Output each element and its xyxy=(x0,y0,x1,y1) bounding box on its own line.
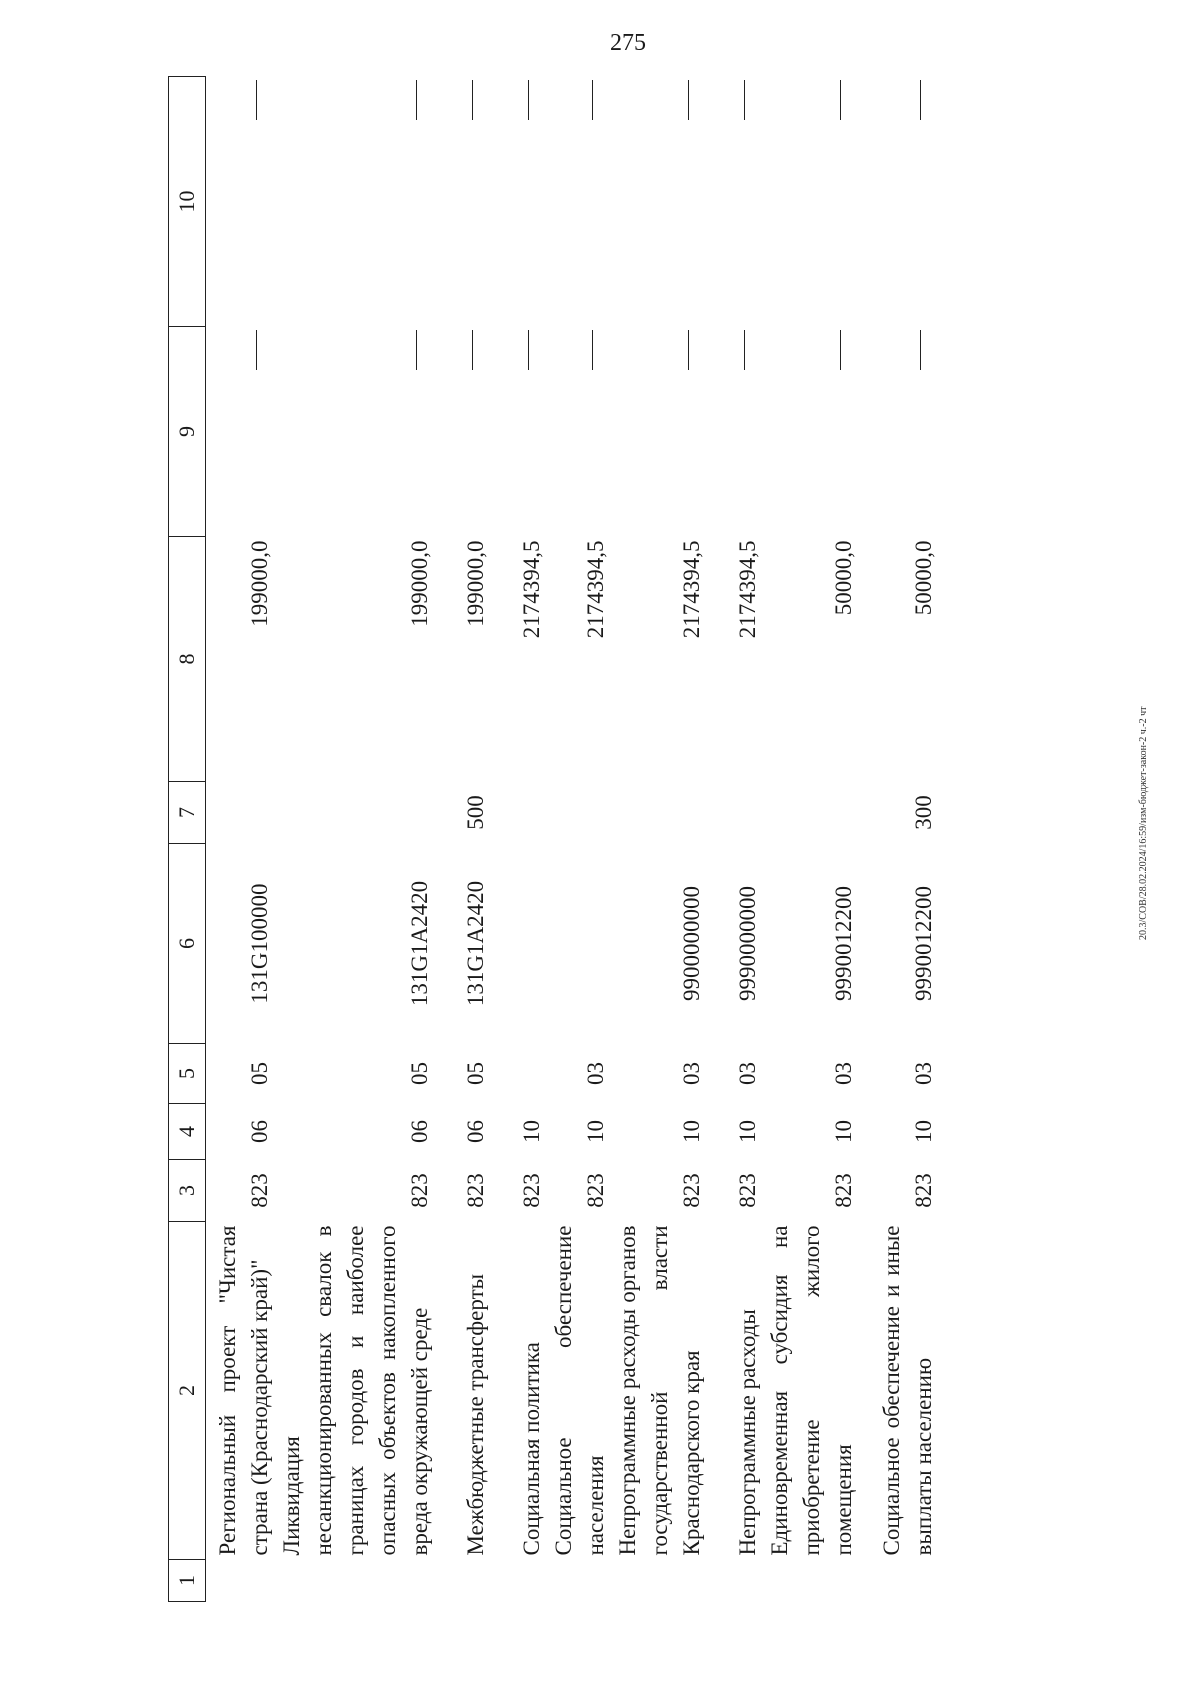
row-cell-col9 xyxy=(612,327,708,537)
dash-mark xyxy=(528,81,529,121)
row-name-cell: Социальное обеспечение и иные выплаты населению xyxy=(879,1225,936,1556)
table-row xyxy=(612,77,708,1602)
row-cell-col3: 823 xyxy=(831,1173,856,1208)
dash-mark xyxy=(744,331,745,371)
row-cell-col5: 03 xyxy=(679,1062,704,1085)
dash-mark xyxy=(592,331,593,371)
col-header-1: 1 xyxy=(169,1560,206,1602)
row-cell-col4: 10 xyxy=(911,1120,936,1143)
row-cell-col8: 2174394,5 xyxy=(519,540,544,639)
row-cell-col7 xyxy=(492,782,548,844)
dash-mark xyxy=(592,81,593,121)
col-header-6: 6 xyxy=(169,844,206,1044)
table-row xyxy=(436,77,492,1602)
row-name-cell: Региональный проект "Чистая страна (Краснодарский край)" xyxy=(215,1225,272,1556)
row-cell-col8: 199000,0 xyxy=(247,540,272,627)
col-header-4: 4 xyxy=(169,1104,206,1160)
row-name-cell: Социальная политика xyxy=(519,1342,544,1556)
row-cell-col10 xyxy=(436,77,492,327)
dash-mark xyxy=(416,81,417,121)
row-cell-col4: 06 xyxy=(407,1120,432,1143)
col-header-10: 10 xyxy=(169,77,206,327)
table-row xyxy=(708,77,764,1602)
dash-mark xyxy=(840,81,841,121)
row-name-cell: Межбюджетные трансферты xyxy=(463,1273,488,1556)
row-cell-col3: 823 xyxy=(407,1173,432,1208)
row-cell-col5 xyxy=(492,1044,548,1104)
table-row xyxy=(206,77,277,1602)
budget-table xyxy=(168,76,940,1602)
col-header-7: 7 xyxy=(169,782,206,844)
row-cell-col6: 9990012200 xyxy=(831,886,856,1001)
dash-mark xyxy=(840,331,841,371)
row-cell-col6 xyxy=(492,844,548,1044)
row-cell-col5: 05 xyxy=(247,1062,272,1085)
dash-mark xyxy=(920,331,921,371)
row-cell-col9 xyxy=(708,327,764,537)
row-cell-col7: 500 xyxy=(463,795,488,830)
row-cell-col5: 03 xyxy=(583,1062,608,1085)
row-cell-col4: 06 xyxy=(463,1120,488,1143)
row-cell-col6: 9990012200 xyxy=(911,886,936,1001)
row-cell-col10 xyxy=(548,77,612,327)
row-cell-col1 xyxy=(708,1560,764,1602)
row-cell-col3: 823 xyxy=(247,1173,272,1208)
row-cell-col3: 823 xyxy=(735,1173,760,1208)
row-cell-col9 xyxy=(548,327,612,537)
row-cell-col7 xyxy=(276,782,436,844)
table-body xyxy=(206,77,941,1602)
row-cell-col1 xyxy=(612,1560,708,1602)
row-cell-col1 xyxy=(860,1560,940,1602)
row-cell-col8: 199000,0 xyxy=(463,540,488,627)
row-cell-col9 xyxy=(492,327,548,537)
row-cell-col6 xyxy=(548,844,612,1044)
row-cell-col6: 131G1A2420 xyxy=(463,880,488,1007)
row-cell-col7 xyxy=(612,782,708,844)
table-row xyxy=(276,77,436,1602)
dash-mark xyxy=(256,81,257,121)
row-cell-col7 xyxy=(708,782,764,844)
row-name-cell: Непрограммные расходы xyxy=(735,1309,760,1556)
row-cell-col3: 823 xyxy=(911,1173,936,1208)
row-cell-col10 xyxy=(612,77,708,327)
row-cell-col10 xyxy=(492,77,548,327)
row-name-cell: Ликвидация несанкционированных свалок в границах городов и наиболее опасных объектов накопленного вреда окружающей среде xyxy=(279,1225,432,1556)
row-cell-col4: 10 xyxy=(679,1120,704,1143)
row-cell-col10 xyxy=(708,77,764,327)
row-cell-col5: 05 xyxy=(463,1062,488,1085)
row-cell-col7 xyxy=(206,782,277,844)
table-row xyxy=(860,77,940,1602)
row-cell-col6: 9900000000 xyxy=(679,886,704,1001)
row-cell-col9 xyxy=(206,327,277,537)
row-cell-col5: 03 xyxy=(735,1062,760,1085)
row-cell-col10 xyxy=(860,77,940,327)
row-cell-col3: 823 xyxy=(679,1173,704,1208)
row-name-cell: Единовременная субсидия на приобретение жилого помещения xyxy=(767,1225,856,1556)
table-row xyxy=(764,77,860,1602)
row-cell-col8: 199000,0 xyxy=(407,540,432,627)
row-cell-col4: 10 xyxy=(583,1120,608,1143)
dash-mark xyxy=(920,81,921,121)
row-cell-col4: 10 xyxy=(735,1120,760,1143)
row-cell-col1 xyxy=(276,1560,436,1602)
row-cell-col9 xyxy=(764,327,860,537)
col-header-9: 9 xyxy=(169,327,206,537)
row-cell-col9 xyxy=(860,327,940,537)
footer-code: 20.3/СОВ/28.02.2024/16:59/изм-бюджет-закон-2 ч.-2 чт xyxy=(1138,706,1149,940)
table-row xyxy=(492,77,548,1602)
row-cell-col4: 06 xyxy=(247,1120,272,1143)
row-name-cell: Социальное обеспечение населения xyxy=(551,1225,608,1556)
row-cell-col5: 03 xyxy=(831,1062,856,1085)
rotated-table-container xyxy=(168,77,1138,1602)
row-cell-col4: 10 xyxy=(519,1120,544,1143)
row-cell-col6: 9990000000 xyxy=(735,886,760,1001)
row-cell-col10 xyxy=(206,77,277,327)
row-cell-col8: 50000,0 xyxy=(831,540,856,616)
row-cell-col6: 131G1A2420 xyxy=(407,880,432,1007)
col-header-3: 3 xyxy=(169,1160,206,1222)
row-cell-col8: 50000,0 xyxy=(911,540,936,616)
row-cell-col3: 823 xyxy=(583,1173,608,1208)
row-name-cell: Непрограммные расходы органов государственной власти Краснодарского края xyxy=(615,1225,704,1556)
row-cell-col8: 2174394,5 xyxy=(583,540,608,639)
row-cell-col3: 823 xyxy=(463,1173,488,1208)
row-cell-col9 xyxy=(276,327,436,537)
dash-mark xyxy=(472,81,473,121)
row-cell-col1 xyxy=(206,1560,277,1602)
row-cell-col6: 131G100000 xyxy=(247,883,272,1004)
dash-mark xyxy=(472,331,473,371)
row-cell-col8: 2174394,5 xyxy=(679,540,704,639)
dash-mark xyxy=(688,331,689,371)
dash-mark xyxy=(744,81,745,121)
col-header-8: 8 xyxy=(169,537,206,782)
table-row xyxy=(548,77,612,1602)
dash-mark xyxy=(416,331,417,371)
dash-mark xyxy=(688,81,689,121)
row-cell-col10 xyxy=(276,77,436,327)
col-header-5: 5 xyxy=(169,1044,206,1104)
row-cell-col1 xyxy=(548,1560,612,1602)
row-cell-col7 xyxy=(764,782,860,844)
row-cell-col1 xyxy=(492,1560,548,1602)
dash-mark xyxy=(256,331,257,371)
dash-mark xyxy=(528,331,529,371)
row-cell-col1 xyxy=(436,1560,492,1602)
row-cell-col8: 2174394,5 xyxy=(735,540,760,639)
header-row xyxy=(169,77,206,1602)
row-cell-col5: 05 xyxy=(407,1062,432,1085)
row-cell-col3: 823 xyxy=(519,1173,544,1208)
row-cell-col9 xyxy=(436,327,492,537)
row-cell-col1 xyxy=(764,1560,860,1602)
row-cell-col4: 10 xyxy=(831,1120,856,1143)
row-cell-col5: 03 xyxy=(911,1062,936,1085)
page-number: 275 xyxy=(610,30,646,56)
row-cell-col10 xyxy=(764,77,860,327)
row-cell-col7: 300 xyxy=(911,795,936,830)
row-cell-col7 xyxy=(548,782,612,844)
col-header-2: 2 xyxy=(169,1222,206,1560)
